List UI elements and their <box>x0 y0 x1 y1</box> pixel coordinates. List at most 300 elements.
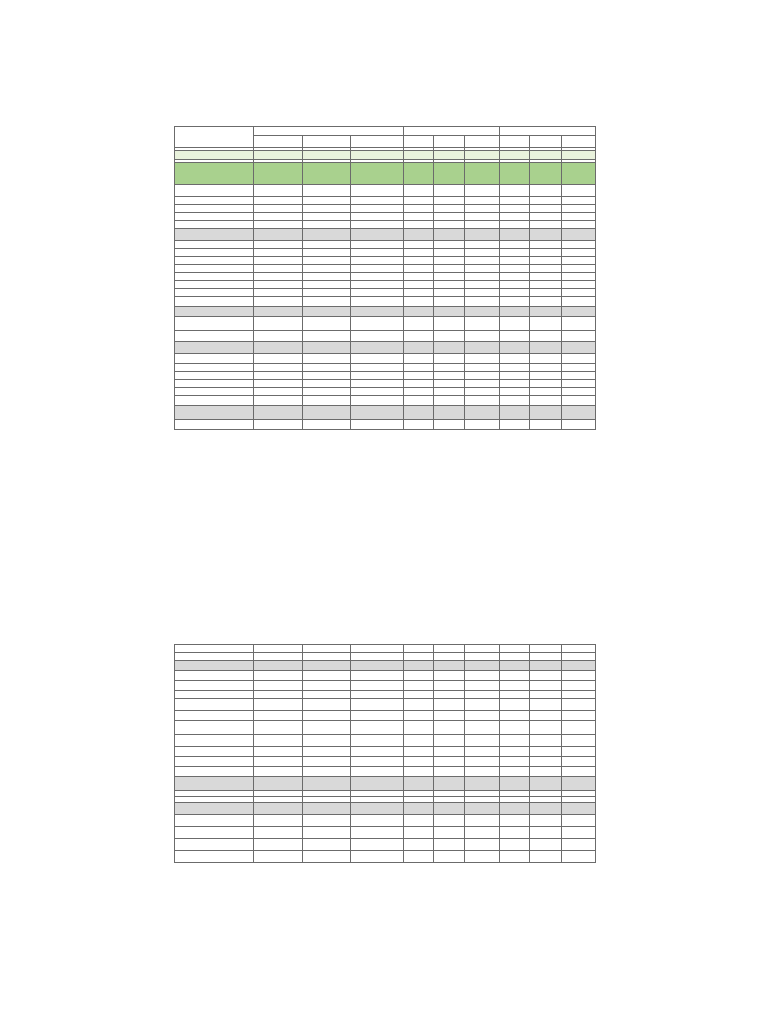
table-cell <box>175 851 254 863</box>
table-cell <box>403 163 433 185</box>
table-cell <box>302 151 351 160</box>
table-cell <box>351 342 404 354</box>
table-cell <box>465 653 499 661</box>
table-cell <box>530 205 561 213</box>
table-cell <box>175 747 254 757</box>
table-cell <box>175 331 254 342</box>
table-cell <box>530 767 561 777</box>
table-cell <box>175 273 254 281</box>
table-cell <box>465 317 499 331</box>
table-cell <box>302 221 351 229</box>
header-program-column <box>175 127 254 148</box>
table-cell <box>175 265 254 273</box>
table-cell <box>175 364 254 372</box>
table-cell <box>175 803 254 815</box>
table-cell <box>530 645 561 653</box>
table-row <box>175 163 596 185</box>
table-cell <box>253 185 302 197</box>
table-cell <box>465 229 499 241</box>
table-cell <box>302 364 351 372</box>
table-cell <box>253 221 302 229</box>
table-cell <box>351 827 404 839</box>
table-cell <box>403 229 433 241</box>
table-cell <box>302 777 351 791</box>
table-cell <box>351 420 404 430</box>
table-cell <box>434 645 465 653</box>
table-cell <box>253 803 302 815</box>
table-cell <box>499 396 529 406</box>
table-row <box>175 747 596 757</box>
table-cell <box>465 757 499 767</box>
table-cell <box>530 185 561 197</box>
table-cell <box>351 747 404 757</box>
table-cell <box>175 213 254 221</box>
table-cell <box>465 839 499 851</box>
table-cell <box>434 273 465 281</box>
table-cell <box>302 653 351 661</box>
table-cell <box>253 213 302 221</box>
table-cell <box>561 777 595 791</box>
table-cell <box>253 661 302 671</box>
header-cell <box>434 136 465 148</box>
table-cell <box>302 354 351 364</box>
table-cell <box>434 163 465 185</box>
table-cell <box>530 777 561 791</box>
table-cell <box>561 681 595 691</box>
table-cell <box>302 229 351 241</box>
table-cell <box>253 671 302 681</box>
table-cell <box>403 249 433 257</box>
table-cell <box>499 342 529 354</box>
table-cell <box>530 851 561 863</box>
budget-table-bottom <box>174 644 596 863</box>
table-cell <box>253 297 302 307</box>
table-row <box>175 699 596 711</box>
table-cell <box>253 721 302 735</box>
table-cell <box>175 691 254 699</box>
table-cell <box>530 213 561 221</box>
table-cell <box>434 342 465 354</box>
table-row <box>175 221 596 229</box>
table-cell <box>253 653 302 661</box>
table-cell <box>253 257 302 265</box>
table-row <box>175 827 596 839</box>
table-row <box>175 803 596 815</box>
table-cell <box>530 163 561 185</box>
header-cell <box>499 136 529 148</box>
table-cell <box>530 249 561 257</box>
table-cell <box>403 273 433 281</box>
table-cell <box>302 661 351 671</box>
table-cell <box>351 317 404 331</box>
table-cell <box>499 406 529 420</box>
table-cell <box>499 205 529 213</box>
table-cell <box>302 281 351 289</box>
table-cell <box>434 151 465 160</box>
table-cell <box>530 653 561 661</box>
table-cell <box>253 197 302 205</box>
table-cell <box>561 839 595 851</box>
table-cell <box>403 681 433 691</box>
table-cell <box>403 839 433 851</box>
table-cell <box>403 699 433 711</box>
table-row <box>175 342 596 354</box>
table-row <box>175 151 596 160</box>
table-cell <box>499 372 529 380</box>
table-cell <box>302 331 351 342</box>
table-cell <box>302 241 351 249</box>
table-cell <box>465 213 499 221</box>
table-cell <box>499 213 529 221</box>
table-cell <box>499 735 529 747</box>
table-cell <box>434 827 465 839</box>
table-cell <box>465 691 499 699</box>
table-cell <box>175 721 254 735</box>
table-cell <box>499 699 529 711</box>
table-cell <box>403 735 433 747</box>
table-cell <box>499 185 529 197</box>
table-cell <box>351 197 404 205</box>
table-row <box>175 273 596 281</box>
table-cell <box>253 273 302 281</box>
table-cell <box>351 406 404 420</box>
table-cell <box>253 249 302 257</box>
table-cell <box>530 372 561 380</box>
table-cell <box>561 699 595 711</box>
header-cell <box>253 136 302 148</box>
table-cell <box>465 803 499 815</box>
header-cell <box>465 136 499 148</box>
table-cell <box>499 249 529 257</box>
table-cell <box>465 661 499 671</box>
table-cell <box>499 273 529 281</box>
table-cell <box>403 420 433 430</box>
table-row <box>175 229 596 241</box>
table-cell <box>499 777 529 791</box>
table-cell <box>253 307 302 317</box>
table-cell <box>561 342 595 354</box>
table-cell <box>302 205 351 213</box>
table-row <box>175 777 596 791</box>
table-cell <box>253 691 302 699</box>
table-row <box>175 420 596 430</box>
table-cell <box>175 767 254 777</box>
table-cell <box>351 681 404 691</box>
table-cell <box>465 273 499 281</box>
table-cell <box>465 185 499 197</box>
table-cell <box>351 213 404 221</box>
table-cell <box>561 307 595 317</box>
table-cell <box>530 265 561 273</box>
table-cell <box>499 721 529 735</box>
table-row <box>175 265 596 273</box>
table-cell <box>561 747 595 757</box>
table-cell <box>351 777 404 791</box>
table-cell <box>434 354 465 364</box>
table-cell <box>434 420 465 430</box>
table-cell <box>175 342 254 354</box>
table-cell <box>351 653 404 661</box>
table-cell <box>561 757 595 767</box>
table-cell <box>302 851 351 863</box>
table-cell <box>561 229 595 241</box>
table-cell <box>530 691 561 699</box>
table-cell <box>465 265 499 273</box>
table-cell <box>253 851 302 863</box>
table-row <box>175 645 596 653</box>
table-cell <box>253 372 302 380</box>
table-cell <box>403 307 433 317</box>
table-cell <box>465 331 499 342</box>
table-cell <box>499 711 529 721</box>
table-cell <box>530 151 561 160</box>
table-cell <box>175 257 254 265</box>
table-cell <box>403 213 433 221</box>
table-cell <box>561 249 595 257</box>
table-cell <box>302 721 351 735</box>
table-cell <box>175 815 254 827</box>
table-cell <box>530 839 561 851</box>
table-cell <box>403 653 433 661</box>
table-cell <box>465 396 499 406</box>
table-cell <box>499 671 529 681</box>
table-cell <box>351 297 404 307</box>
table-cell <box>302 197 351 205</box>
table-cell <box>403 388 433 396</box>
table-cell <box>403 289 433 297</box>
table-cell <box>253 229 302 241</box>
table-cell <box>530 289 561 297</box>
table-cell <box>175 281 254 289</box>
table-cell <box>302 681 351 691</box>
table-row <box>175 767 596 777</box>
table-cell <box>530 281 561 289</box>
table-cell <box>253 699 302 711</box>
table-cell <box>253 281 302 289</box>
table-cell <box>499 307 529 317</box>
table-row <box>175 331 596 342</box>
table-cell <box>302 699 351 711</box>
table-cell <box>403 721 433 735</box>
table-cell <box>465 671 499 681</box>
table-cell <box>351 257 404 265</box>
table-cell <box>351 851 404 863</box>
table-cell <box>302 297 351 307</box>
table-cell <box>530 331 561 342</box>
table-cell <box>253 735 302 747</box>
table-cell <box>499 803 529 815</box>
table-cell <box>253 289 302 297</box>
table-cell <box>403 342 433 354</box>
table-cell <box>465 406 499 420</box>
table-cell <box>465 645 499 653</box>
table-cell <box>175 757 254 767</box>
table-cell <box>403 221 433 229</box>
table-cell <box>302 372 351 380</box>
table-cell <box>403 317 433 331</box>
table-cell <box>561 213 595 221</box>
table-cell <box>499 691 529 699</box>
table-row <box>175 307 596 317</box>
table-cell <box>253 827 302 839</box>
table-cell <box>499 747 529 757</box>
table-cell <box>499 767 529 777</box>
table-cell <box>465 205 499 213</box>
table-cell <box>561 273 595 281</box>
table-cell <box>253 645 302 653</box>
table-cell <box>465 388 499 396</box>
table-cell <box>434 839 465 851</box>
table-row <box>175 289 596 297</box>
table-cell <box>561 289 595 297</box>
table-cell <box>530 342 561 354</box>
table-cell <box>175 735 254 747</box>
table-cell <box>499 653 529 661</box>
table-cell <box>465 151 499 160</box>
table-cell <box>465 249 499 257</box>
table-cell <box>499 163 529 185</box>
table-cell <box>499 221 529 229</box>
table-cell <box>302 827 351 839</box>
table-cell <box>403 297 433 307</box>
table-cell <box>302 249 351 257</box>
table-cell <box>561 364 595 372</box>
table-cell <box>302 317 351 331</box>
table-cell <box>465 747 499 757</box>
table-cell <box>530 317 561 331</box>
table-cell <box>499 661 529 671</box>
table-cell <box>434 757 465 767</box>
table-cell <box>403 711 433 721</box>
table-cell <box>465 735 499 747</box>
table-cell <box>253 317 302 331</box>
table-cell <box>434 265 465 273</box>
table-cell <box>175 681 254 691</box>
table-cell <box>351 265 404 273</box>
table-cell <box>175 711 254 721</box>
table-cell <box>175 388 254 396</box>
table-cell <box>175 289 254 297</box>
table-row <box>175 185 596 197</box>
table-cell <box>561 388 595 396</box>
table-cell <box>175 396 254 406</box>
table-cell <box>499 388 529 396</box>
table-cell <box>530 221 561 229</box>
table-cell <box>302 645 351 653</box>
table-cell <box>434 372 465 380</box>
table-cell <box>253 839 302 851</box>
header-cell <box>302 136 351 148</box>
table-cell <box>434 721 465 735</box>
table-cell <box>175 671 254 681</box>
table-cell <box>561 803 595 815</box>
table-cell <box>175 380 254 388</box>
table-cell <box>434 257 465 265</box>
table-row <box>175 815 596 827</box>
table-cell <box>499 281 529 289</box>
table-cell <box>351 221 404 229</box>
table-cell <box>499 380 529 388</box>
table-row <box>175 354 596 364</box>
table-cell <box>351 767 404 777</box>
table-cell <box>253 265 302 273</box>
table-cell <box>253 681 302 691</box>
table-cell <box>465 372 499 380</box>
table-cell <box>302 420 351 430</box>
table-cell <box>302 747 351 757</box>
table-cell <box>499 151 529 160</box>
table-cell <box>175 163 254 185</box>
table-cell <box>434 388 465 396</box>
table-cell <box>403 396 433 406</box>
table-cell <box>175 249 254 257</box>
table-cell <box>302 273 351 281</box>
table-cell <box>253 380 302 388</box>
table-cell <box>253 396 302 406</box>
table-cell <box>253 406 302 420</box>
table-cell <box>175 205 254 213</box>
table-cell <box>465 420 499 430</box>
table-cell <box>351 671 404 681</box>
table-cell <box>561 767 595 777</box>
table-cell <box>530 661 561 671</box>
table-row <box>175 757 596 767</box>
table-cell <box>530 380 561 388</box>
table-cell <box>434 711 465 721</box>
table-cell <box>434 281 465 289</box>
table-row <box>175 396 596 406</box>
table-cell <box>465 307 499 317</box>
table-cell <box>175 221 254 229</box>
table-cell <box>530 297 561 307</box>
table-cell <box>351 735 404 747</box>
table-cell <box>403 671 433 681</box>
table-cell <box>434 691 465 699</box>
table-cell <box>434 681 465 691</box>
table-cell <box>434 803 465 815</box>
table-cell <box>253 388 302 396</box>
table-cell <box>253 711 302 721</box>
table-cell <box>530 388 561 396</box>
table-cell <box>561 653 595 661</box>
table-cell <box>403 757 433 767</box>
table-row <box>175 661 596 671</box>
table-row <box>175 839 596 851</box>
table-cell <box>499 297 529 307</box>
table-cell <box>499 317 529 331</box>
table-cell <box>403 645 433 653</box>
table-cell <box>351 372 404 380</box>
table-cell <box>351 711 404 721</box>
table-cell <box>253 342 302 354</box>
document-title <box>300 107 470 123</box>
table-cell <box>403 851 433 863</box>
table-cell <box>302 757 351 767</box>
table-cell <box>302 711 351 721</box>
table-cell <box>175 406 254 420</box>
table-cell <box>530 803 561 815</box>
table-cell <box>499 354 529 364</box>
table-cell <box>175 777 254 791</box>
table-cell <box>175 699 254 711</box>
table-cell <box>465 711 499 721</box>
table-cell <box>434 185 465 197</box>
table-cell <box>175 297 254 307</box>
table-cell <box>530 396 561 406</box>
table-cell <box>561 151 595 160</box>
table-cell <box>465 827 499 839</box>
table-cell <box>530 420 561 430</box>
